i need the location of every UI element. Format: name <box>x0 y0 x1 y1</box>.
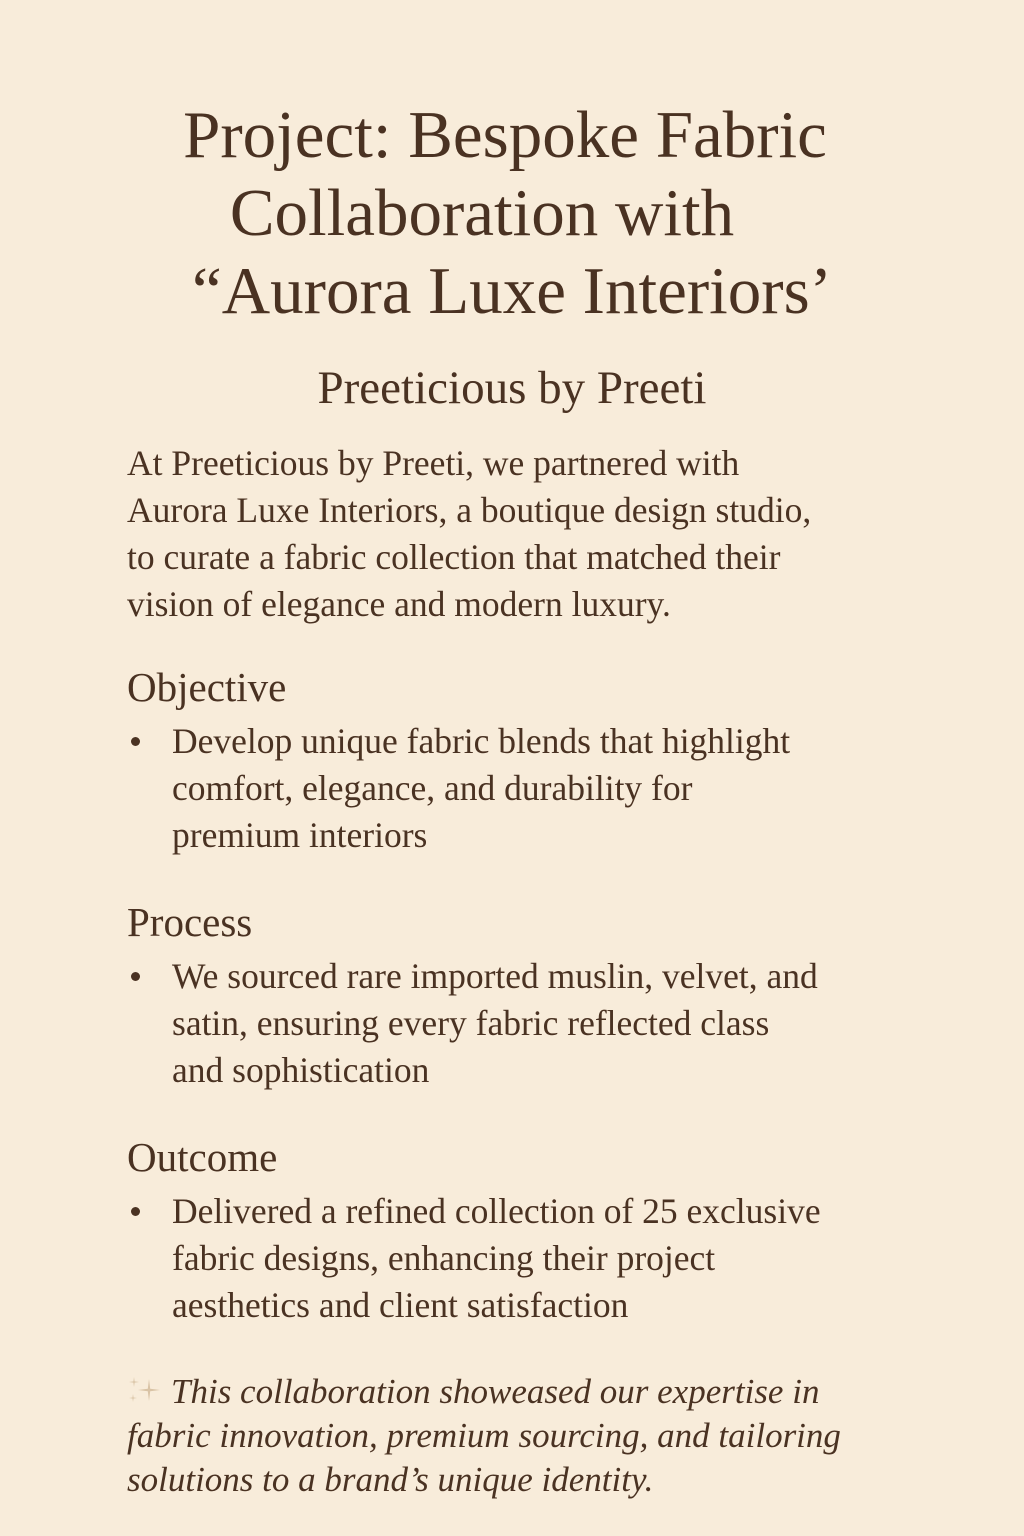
list-item-line: Develop unique fabric blends that highlight <box>172 721 791 761</box>
section-process <box>127 897 927 1094</box>
process-list <box>127 953 927 1094</box>
intro-line: vision of elegance and modern luxury. <box>127 584 671 624</box>
list-item-line: Delivered a refined collection of 25 exclusive <box>172 1191 821 1231</box>
objective-list <box>127 718 927 859</box>
closing-text: This collaboration showeased our expertise in <box>171 1372 820 1411</box>
intro-line: Aurora Luxe Interiors, a boutique design studio, <box>127 490 812 530</box>
sparkles-icon <box>127 1375 163 1405</box>
closing-line-2: fabric innovation, premium sourcing, and tailoring <box>127 1416 841 1455</box>
title-line-1: Project: Bespoke Fabric <box>183 98 827 172</box>
section-heading-process: Process <box>127 899 253 945</box>
list-item-line: comfort, elegance, and durability for <box>172 768 693 808</box>
closing-line-1 <box>127 1370 927 1414</box>
section-outcome <box>127 1132 927 1329</box>
brand-subtitle: Preeticious by Preeti <box>317 362 707 414</box>
intro-paragraph <box>127 440 927 628</box>
section-objective <box>127 662 927 859</box>
list-item-line: We sourced rare imported muslin, velvet, and <box>172 956 818 996</box>
intro-line: At Preeticious by Preeti, we partnered with <box>127 443 740 483</box>
outcome-list <box>127 1188 927 1329</box>
page-title <box>100 96 924 330</box>
list-item-line: premium interiors <box>172 815 428 855</box>
list-item <box>127 1188 927 1329</box>
list-item-line: fabric designs, enhancing their project <box>172 1238 716 1278</box>
list-item-line: satin, ensuring every fabric reflected class <box>172 1003 770 1043</box>
intro-line: to curate a fabric collection that matched their <box>127 537 781 577</box>
section-heading-objective: Objective <box>127 664 287 710</box>
list-item <box>127 718 927 859</box>
bullet-icon <box>131 1207 140 1216</box>
closing-statement <box>127 1370 927 1502</box>
bullet-icon <box>131 972 140 981</box>
list-item-line: and sophistication <box>172 1050 430 1090</box>
section-heading-outcome: Outcome <box>127 1134 278 1180</box>
closing-line-3: solutions to a brand’s unique identity. <box>127 1460 654 1499</box>
list-item <box>127 953 927 1094</box>
title-line-2: Collaboration with <box>229 176 735 250</box>
title-line-3: “Aurora Luxe Interiors’ <box>192 254 832 328</box>
bullet-icon <box>131 737 140 746</box>
list-item-line: aesthetics and client satisfaction <box>172 1285 629 1325</box>
